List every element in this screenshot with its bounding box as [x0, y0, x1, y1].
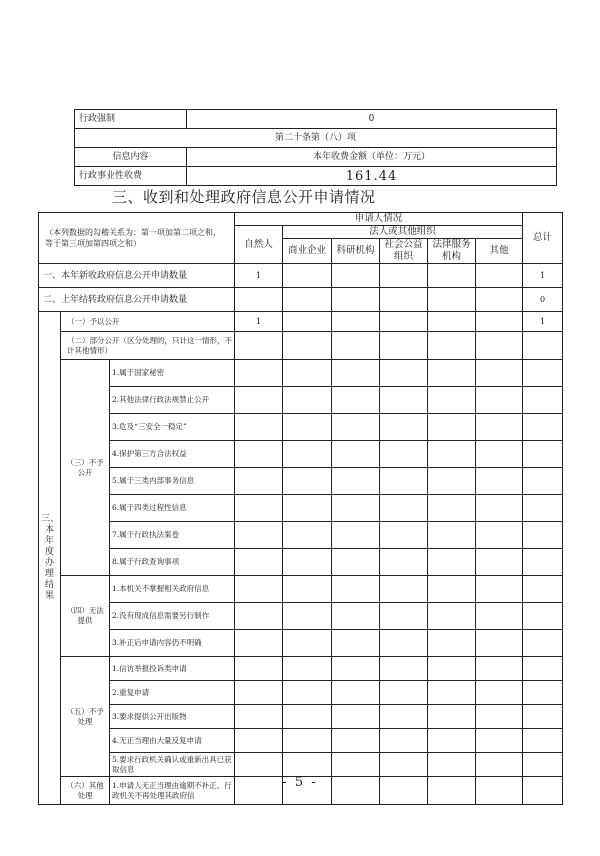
row-g3-2: 2.其他法律行政法规禁止公开: [110, 387, 235, 414]
row-g3-5: 5.属于三类内部事务信息: [110, 468, 235, 495]
row-g4-1: 1.本机关不掌握相关政府信息: [110, 576, 235, 603]
row-new-applications: 一、本年新收政府信息公开申请数量: [39, 264, 235, 288]
section-heading: 三、收到和处理政府信息公开申请情况: [112, 188, 376, 206]
admin-fee-value: 161.44: [187, 167, 557, 186]
row-g5-4: 4.无正当理由大量反复申请: [110, 729, 235, 753]
grant-total-value: 1: [523, 312, 563, 332]
col-other: 其他: [476, 239, 523, 264]
row-g5-2: 2.重复申请: [110, 681, 235, 705]
row-g5-5: 5.要求行政机关确认或重新出具已获取信息: [110, 753, 235, 777]
col-business: 商业企业: [283, 239, 332, 264]
natural-person-header: 自然人: [235, 226, 283, 264]
row-carried-over: 二、上年结转政府信息公开申请数量: [39, 288, 235, 312]
row-g5-3: 3.要求提供公开出版物: [110, 705, 235, 729]
row-g3-8: 8.属于行政查询事项: [110, 549, 235, 576]
row-g5-1: 1.信访举报投诉类申请: [110, 657, 235, 681]
article-title: 第二十条第（八）项: [75, 129, 557, 148]
fee-table: [74, 109, 557, 186]
col-research: 科研机构: [332, 239, 380, 264]
row-g3-7: 7.属于行政执法案卷: [110, 522, 235, 549]
col-legal-service: 法律服务机构: [428, 239, 476, 264]
applicant-header: 申请人情况: [235, 213, 523, 226]
row-g6-1: 1.申请人无正当理由逾期不补正、行政机关不再处理其政府信: [110, 777, 235, 805]
row-g3-3: 3.危及“三安全一稳定”: [110, 414, 235, 441]
row-g3-1: 1.属于国家秘密: [110, 360, 235, 387]
application-table: [38, 212, 563, 805]
row-g4-3: 3.补正后申请内容仍不明确: [110, 630, 235, 657]
grant-natural-value: 1: [235, 312, 283, 332]
group-not-disclosed: （三）不予公开: [61, 360, 110, 576]
row-g3-4: 4.保护第三方合法权益: [110, 441, 235, 468]
section-three-label: 三、本年度办理结果: [39, 312, 61, 805]
admin-enforcement-label: 行政强制: [75, 110, 187, 129]
total-header: 总计: [523, 213, 563, 264]
new-natural-value: 1: [235, 264, 283, 288]
fee-amount-header: 本年收费金额（单位：万元）: [187, 148, 557, 167]
carried-total-value: 0: [523, 288, 563, 312]
admin-enforcement-value: 0: [187, 110, 557, 129]
group-other-processing: （六）其他处理: [61, 777, 110, 805]
group-not-processed: （五）不予处理: [61, 657, 110, 777]
row-grant: （一）予以公开: [61, 312, 235, 332]
col-public-welfare: 社会公益组织: [380, 239, 428, 264]
legal-orgs-header: 法人或其他组织: [283, 226, 523, 239]
group-unable-to-provide: （四）无法提供: [61, 576, 110, 657]
info-content-label: 信息内容: [75, 148, 187, 167]
new-total-value: 1: [523, 264, 563, 288]
admin-fee-label: 行政事业性收费: [75, 167, 187, 186]
relation-note: （本列数据的勾稽关系为：第一项加第二项之和，等于第三项加第四项之和）: [39, 213, 235, 264]
row-g4-2: 2.没有现成信息需要另行制作: [110, 603, 235, 630]
row-partial: （二）部分公开（区分处理的，只计这一情形，不计其他情形）: [61, 332, 235, 360]
page-number: - 5 -: [282, 775, 318, 790]
row-g3-6: 6.属于四类过程性信息: [110, 495, 235, 522]
